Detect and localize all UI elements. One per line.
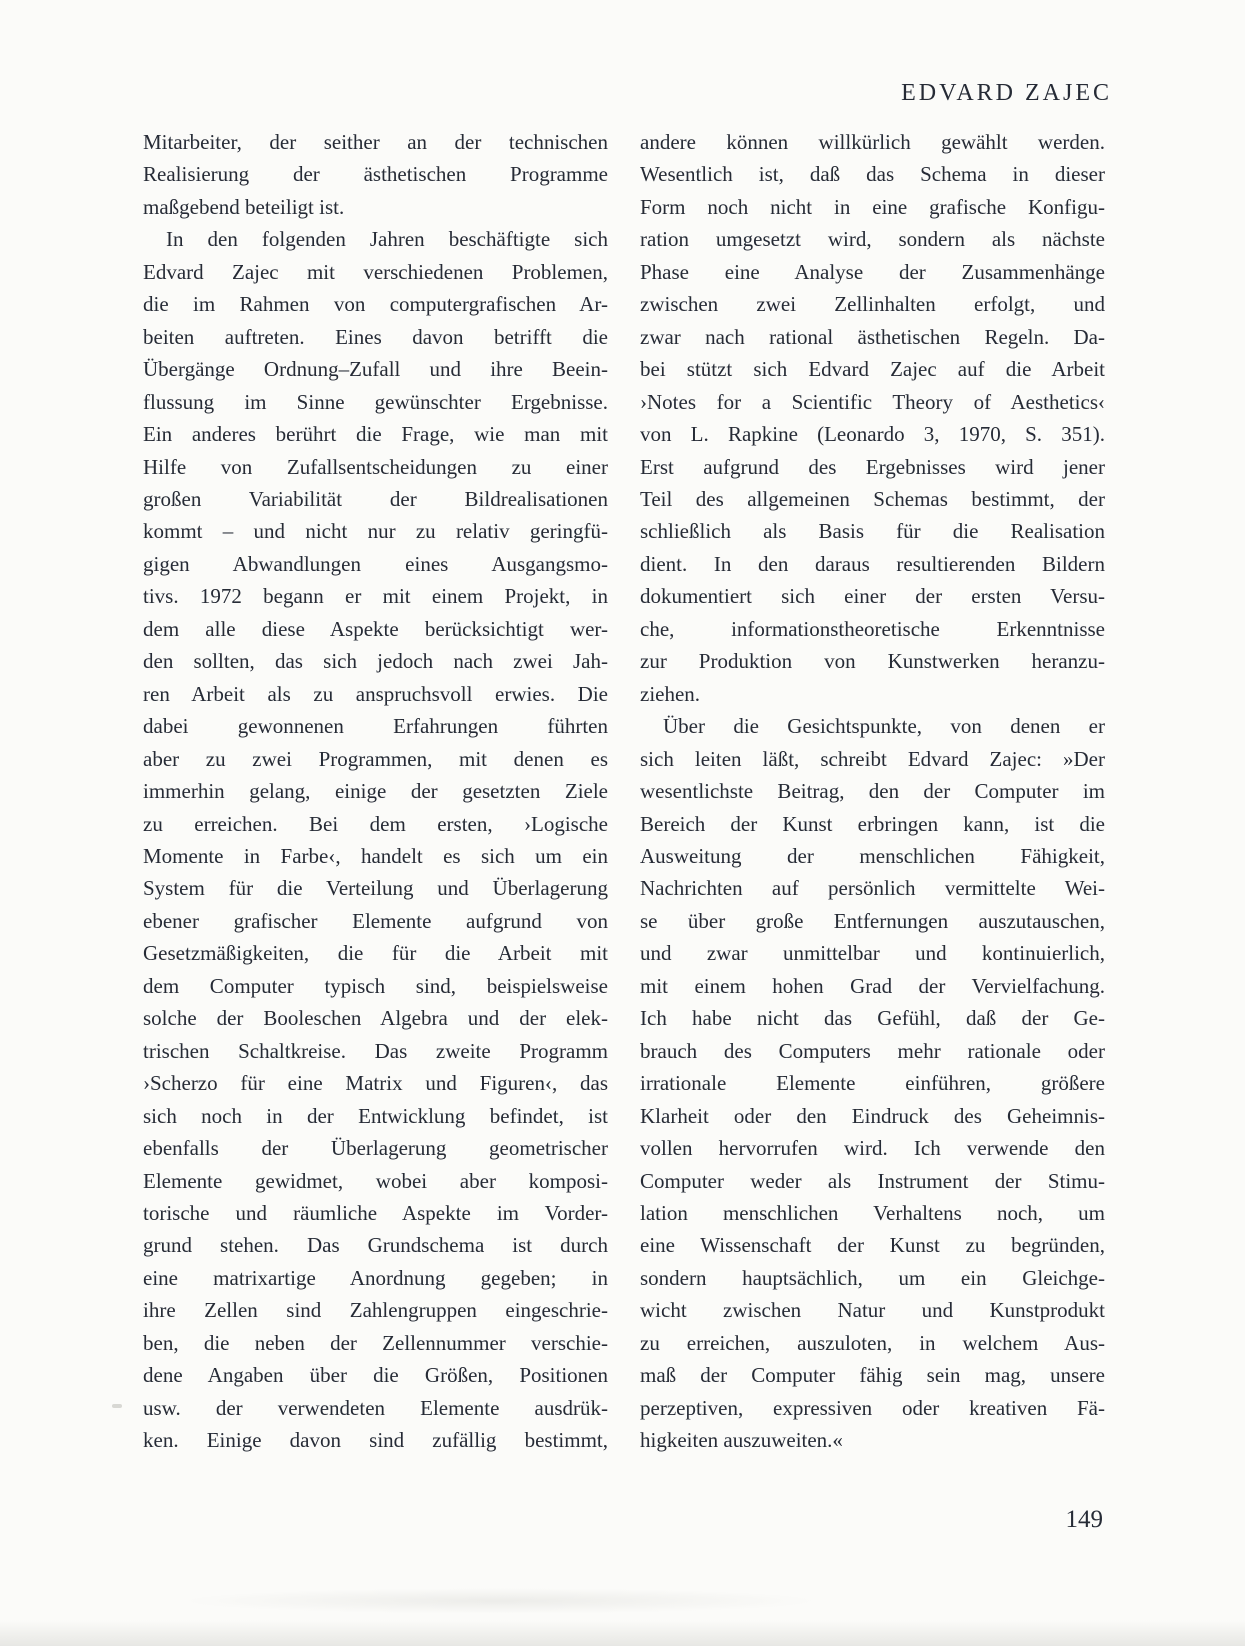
text-line: Gesetzmäßigkeiten, die für die Arbeit mit — [143, 941, 608, 966]
text-line: Wesentlich ist, daß das Schema in dieser — [640, 162, 1105, 187]
text-line: Form noch nicht in eine grafische Konfigu- — [640, 194, 1105, 219]
text-line: lation menschlichen Verhaltens noch, um — [640, 1200, 1105, 1225]
text-line: Über die Gesichtspunkte, von denen er — [663, 714, 1105, 739]
text-line: Edvard Zajec mit verschiedenen Problemen, — [143, 259, 608, 284]
text-line: ren Arbeit als zu anspruchsvoll erwies. Die — [143, 681, 608, 706]
text-line: ihre Zellen sind Zahlengruppen eingeschrie- — [143, 1298, 608, 1323]
text-line: wicht zwischen Natur und Kunstprodukt — [640, 1298, 1105, 1323]
text-line: großen Variabilität der Bildrealisationen — [143, 486, 608, 511]
text-line: flussung im Sinne gewünschter Ergebnisse. — [143, 389, 608, 414]
text-line: trischen Schaltkreise. Das zweite Programm — [143, 1038, 608, 1063]
right-text-column — [640, 126, 1105, 1457]
text-line: Erst aufgrund des Ergebnisses wird jener — [640, 454, 1105, 479]
text-line: dem Computer typisch sind, beispielsweise — [143, 973, 608, 998]
text-line: grund stehen. Das Grundschema ist durch — [143, 1233, 608, 1258]
text-line: higkeiten auszuweiten.« — [640, 1428, 843, 1453]
text-line: dene Angaben über die Größen, Positionen — [143, 1363, 608, 1388]
text-line: ›Scherzo für eine Matrix und Figuren‹, das — [143, 1071, 608, 1096]
text-line: schließlich als Basis für die Realisation — [640, 519, 1105, 544]
text-line: Nachrichten auf persönlich vermittelte Wei- — [640, 876, 1105, 901]
text-line: Teil des allgemeinen Schemas bestimmt, der — [640, 486, 1105, 511]
text-line: Ausweitung der menschlichen Fähigkeit, — [640, 843, 1105, 868]
text-line: ben, die neben der Zellennummer verschie- — [143, 1330, 608, 1355]
text-line: ebenfalls der Überlagerung geometrischer — [143, 1136, 608, 1161]
text-line: kommt – und nicht nur zu relativ geringfü- — [143, 519, 608, 544]
text-line: In den folgenden Jahren beschäftigte sich — [166, 227, 608, 252]
text-line: maßgebend beteiligt ist. — [143, 194, 345, 219]
page-number: 149 — [1065, 1506, 1103, 1533]
text-line: tivs. 1972 begann er mit einem Projekt, in — [143, 584, 608, 609]
text-line: Realisierung der ästhetischen Programme — [143, 162, 608, 187]
text-line: se über große Entfernungen auszutauschen, — [640, 908, 1105, 933]
text-columns — [143, 126, 1105, 1457]
scan-artifact-smudge — [180, 1588, 820, 1614]
text-line: immerhin gelang, einige der gesetzten Ziele — [143, 779, 608, 804]
text-line: ken. Einige davon sind zufällig bestimmt, — [143, 1428, 608, 1453]
text-line: irrationale Elemente einführen, größere — [640, 1071, 1105, 1096]
text-line: vollen hervorrufen wird. Ich verwende den — [640, 1136, 1105, 1161]
text-line: Computer weder als Instrument der Stimu- — [640, 1168, 1105, 1193]
running-head-author: EDVARD ZAJEC — [901, 80, 1112, 106]
text-line: und zwar unmittelbar und kontinuierlich, — [640, 941, 1105, 966]
text-line: mit einem hohen Grad der Vervielfachung. — [640, 973, 1105, 998]
text-line: System für die Verteilung und Überlagerung — [143, 876, 608, 901]
text-line: usw. der verwendeten Elemente ausdrük- — [143, 1395, 608, 1420]
text-line: brauch des Computers mehr rationale oder — [640, 1038, 1105, 1063]
text-line: torische und räumliche Aspekte im Vorder- — [143, 1200, 608, 1225]
text-line: eine Wissenschaft der Kunst zu begründen, — [640, 1233, 1105, 1258]
text-line: ziehen. — [640, 681, 701, 706]
text-line: sondern hauptsächlich, um ein Gleichge- — [640, 1265, 1105, 1290]
text-line: beiten auftreten. Eines davon betrifft die — [143, 324, 608, 349]
text-line: Hilfe von Zufallsentscheidungen zu einer — [143, 454, 608, 479]
text-line: gigen Abwandlungen eines Ausgangsmo- — [143, 551, 608, 576]
text-line: ›Notes for a Scientific Theory of Aesthetics‹ — [640, 389, 1105, 414]
text-line: die im Rahmen von computergrafischen Ar- — [143, 292, 608, 317]
text-line: solche der Booleschen Algebra und der elek- — [143, 1006, 608, 1031]
text-line: ebener grafischer Elemente aufgrund von — [143, 908, 608, 933]
text-line: Ein anderes berührt die Frage, wie man mit — [143, 422, 608, 447]
text-line: perzeptiven, expressiven oder kreativen Fä- — [640, 1395, 1105, 1420]
scan-artifact-band — [0, 1620, 1245, 1646]
text-line: Bereich der Kunst erbringen kann, ist die — [640, 811, 1105, 836]
text-line: Klarheit oder den Eindruck des Geheimnis- — [640, 1103, 1105, 1128]
text-line: dokumentiert sich einer der ersten Versu- — [640, 584, 1105, 609]
text-line: zwar nach rational ästhetischen Regeln. Da- — [640, 324, 1105, 349]
text-line: dient. In den daraus resultierenden Bildern — [640, 551, 1105, 576]
text-line: maß der Computer fähig sein mag, unsere — [640, 1363, 1105, 1388]
text-line: sich leiten läßt, schreibt Edvard Zajec: »Der — [640, 746, 1105, 771]
text-line: sich noch in der Entwicklung befindet, ist — [143, 1103, 608, 1128]
text-line: Ich habe nicht das Gefühl, daß der Ge- — [640, 1006, 1105, 1031]
text-line: zur Produktion von Kunstwerken heranzu- — [640, 649, 1105, 674]
text-line: zu erreichen, auszuloten, in welchem Aus- — [640, 1330, 1105, 1355]
text-line: wesentlichste Beitrag, den der Computer im — [640, 779, 1105, 804]
text-line: Mitarbeiter, der seither an der technischen — [143, 130, 608, 154]
text-line: che, informationstheoretische Erkenntnisse — [640, 616, 1105, 641]
left-text-column — [143, 126, 608, 1457]
text-line: dem alle diese Aspekte berücksichtigt wer- — [143, 616, 608, 641]
text-line: zu erreichen. Bei dem ersten, ›Logische — [143, 811, 608, 836]
text-line: aber zu zwei Programmen, mit denen es — [143, 746, 608, 771]
text-line: von L. Rapkine (Leonardo 3, 1970, S. 351). — [640, 422, 1105, 447]
text-line: ration umgesetzt wird, sondern als nächste — [640, 227, 1105, 252]
text-line: zwischen zwei Zellinhalten erfolgt, und — [640, 292, 1105, 317]
text-line: eine matrixartige Anordnung gegeben; in — [143, 1265, 608, 1290]
text-line: dabei gewonnenen Erfahrungen führten — [143, 714, 608, 739]
text-line: Elemente gewidmet, wobei aber komposi- — [143, 1168, 608, 1193]
text-line: Phase eine Analyse der Zusammenhänge — [640, 259, 1105, 284]
text-line: bei stützt sich Edvard Zajec auf die Arbeit — [640, 357, 1105, 382]
text-line: den sollten, das sich jedoch nach zwei Jah- — [143, 649, 608, 674]
text-line: Übergänge Ordnung–Zufall und ihre Beein- — [143, 357, 608, 382]
text-line: Momente in Farbe‹, handelt es sich um ein — [143, 843, 608, 868]
scan-artifact-edge — [112, 1404, 122, 1408]
text-line: andere können willkürlich gewählt werden. — [640, 130, 1105, 154]
